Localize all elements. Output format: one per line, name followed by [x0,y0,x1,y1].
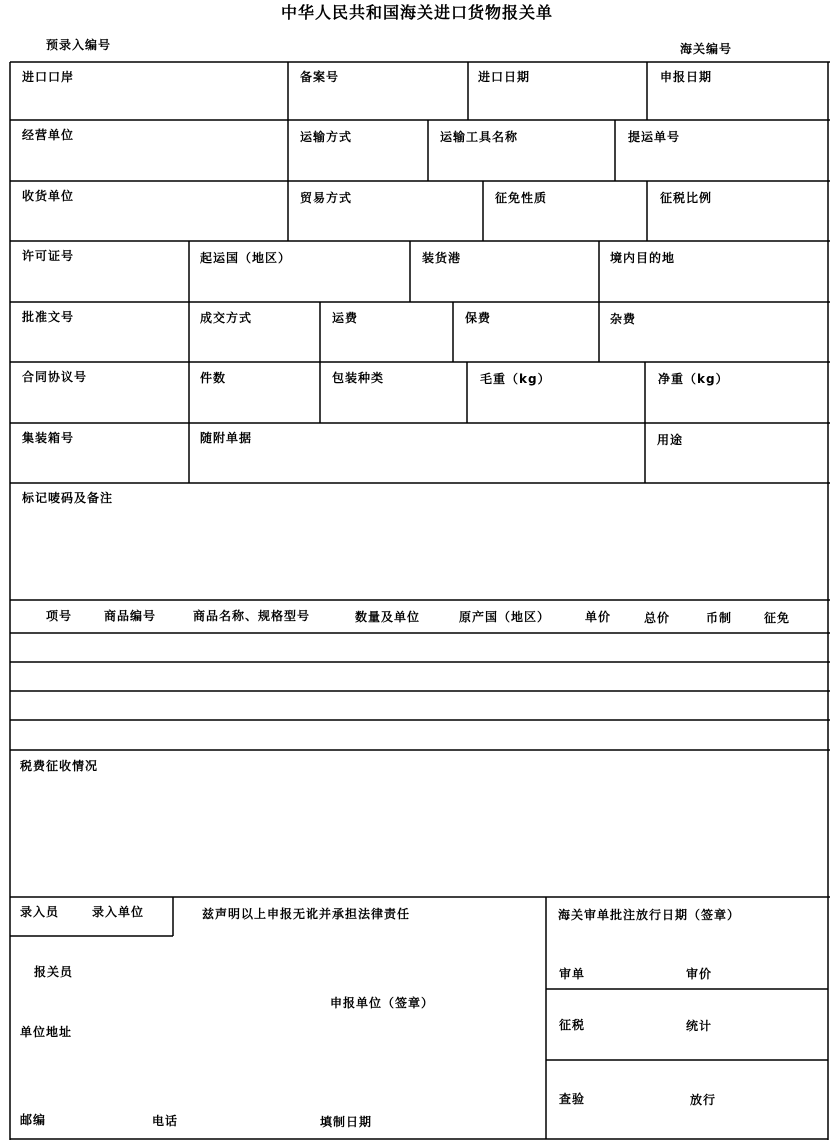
loading-port-label: 装货港 [422,251,462,265]
declare-date-label: 申报日期 [660,70,713,84]
postcode-label: 邮编 [20,1113,47,1127]
pre-entry-number-label: 预录入编号 [46,38,112,52]
release-label: 放行 [690,1093,717,1107]
form-title: 中华人民共和国海关进口货物报关单 [280,3,553,22]
customs-number-label: 海关编号 [680,42,733,56]
pieces-label: 件数 [200,371,227,385]
unit-address-label: 单位地址 [20,1025,73,1039]
goods-header-name-spec: 商品名称、规格型号 [193,609,311,623]
approval-number-label: 批准文号 [22,310,75,324]
receiving-unit-label: 收货单位 [22,189,75,203]
review-label: 审单 [559,967,586,981]
import-port-label: 进口口岸 [22,70,75,84]
entry-clerk-label: 录入员 [20,905,60,919]
misc-fee-label: 杂费 [610,312,637,326]
freight-label: 运费 [332,311,359,325]
goods-header-currency: 币制 [706,611,733,625]
goods-header-quantity-unit: 数量及单位 [355,610,421,624]
marks-remarks-label: 标记唛码及备注 [22,491,114,505]
fill-date-label: 填制日期 [320,1115,373,1129]
customs-broker-label: 报关员 [34,965,74,979]
tax-ratio-label: 征税比例 [660,191,713,205]
goods-header-unit-price: 单价 [585,610,612,624]
goods-header-exemption: 征免 [764,611,791,625]
customs-approval-label: 海关审单批注放行日期（签章） [558,908,741,922]
import-date-label: 进口日期 [478,70,531,84]
documents-label: 随附单据 [200,431,253,445]
transport-mode-label: 运输方式 [300,130,353,144]
goods-header-total-price: 总价 [644,611,671,625]
inspection-label: 查验 [559,1092,586,1106]
price-review-label: 审价 [686,967,713,981]
goods-header-commodity-code: 商品编号 [104,609,157,623]
record-number-label: 备案号 [300,70,340,84]
insurance-label: 保费 [465,311,492,325]
deal-mode-label: 成交方式 [200,311,253,325]
bill-number-label: 提运单号 [628,130,681,144]
goods-header-origin: 原产国（地区） [459,610,551,624]
contract-number-label: 合同协议号 [22,370,88,384]
tax-collection-label: 税费征收情况 [20,759,99,773]
origin-country-label: 起运国（地区） [200,251,292,265]
destination-label: 境内目的地 [610,251,676,265]
container-number-label: 集装箱号 [22,431,75,445]
operating-unit-label: 经营单位 [22,128,75,142]
trade-mode-label: 贸易方式 [300,191,353,205]
entry-unit-label: 录入单位 [92,905,145,919]
statistics-label: 统计 [686,1019,713,1033]
package-type-label: 包装种类 [332,371,385,385]
license-number-label: 许可证号 [22,249,75,263]
goods-header-item-no: 项号 [46,609,73,623]
net-weight-label: 净重（kg） [658,372,729,386]
exemption-nature-label: 征免性质 [495,191,548,205]
usage-label: 用途 [657,433,684,447]
transport-name-label: 运输工具名称 [440,130,519,144]
gross-weight-label: 毛重（kg） [480,372,551,386]
tax-label: 征税 [559,1018,586,1032]
declaring-unit-label: 申报单位（签章） [330,996,435,1010]
phone-label: 电话 [152,1114,179,1128]
declaration-statement: 兹声明以上申报无讹并承担法律责任 [202,907,411,921]
